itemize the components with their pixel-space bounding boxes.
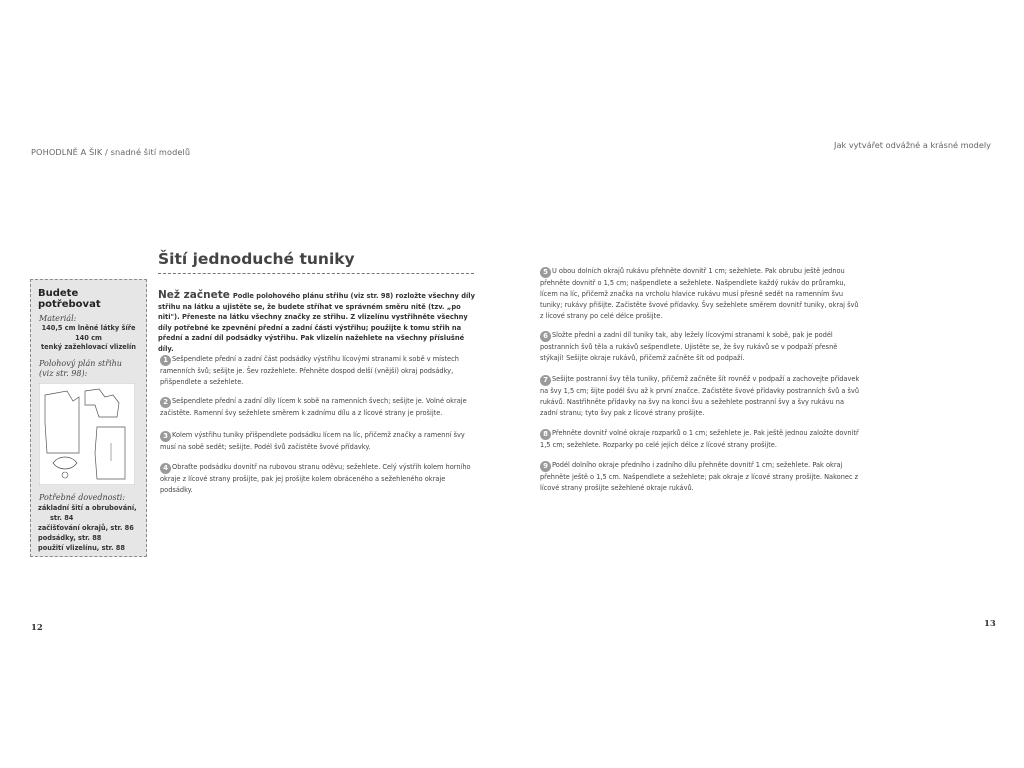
skill-line: základní šití a obrubování, [38, 503, 137, 512]
title-divider [158, 273, 474, 274]
step-text: Kolem výstřihu tuniky přišpendlete podsádku lícem na líc, přičemž značky a ramenní švy musí na sobě sedět; sešijte. Podél švů začistěte švové přídavky. [160, 431, 465, 451]
step-7 [540, 374, 862, 419]
skill-line: použití vlizelínu, str. 88 [38, 543, 125, 552]
page-number-left: 12 [31, 623, 43, 633]
material-line: tenký zažehlovací vlizelín [41, 343, 136, 351]
materials-box [30, 279, 147, 557]
pattern-plan-label: Polohový plán střihu [39, 358, 122, 368]
page-number-right: 13 [984, 619, 996, 629]
skill-line: podsádky, str. 88 [38, 533, 102, 542]
materials-box-title: Budete potřebovat [38, 288, 101, 310]
step-number: 3 [160, 431, 171, 442]
materials-label: Materiál: [39, 314, 77, 323]
step-number: 9 [540, 461, 551, 472]
step-number: 5 [540, 267, 551, 278]
step-number: 1 [160, 355, 171, 366]
step-6 [540, 330, 862, 364]
pattern-layout-diagram [39, 383, 135, 485]
step-8 [540, 428, 862, 451]
skills-label: Potřebné dovednosti: [39, 492, 126, 502]
step-number: 2 [160, 397, 171, 408]
step-9 [540, 460, 862, 494]
step-text: Sešpendlete přední a zadní část podsádky výstřihu lícovými stranami k sobě v místech ramenních švů; sešijte je. Šev rozžehlete. Přehněte dospod delší (vnější) okraj podsádky, přišpendlete a sežehlete. [160, 355, 459, 386]
step-text: Podél dolního okraje předního i zadního dílu přehněte dovnitř 1 cm; sežehlete. Pak okraj přehněte ještě o 1,5 cm. Našpendlete a sežehlete; pak okraje z lícové strany prošijte. Nakonec z lícové strany prošijte sežehlené okraje rukávů. [540, 461, 859, 492]
step-number: 8 [540, 429, 551, 440]
step-text: U obou dolních okrajů rukávu přehněte dovnitř 1 cm; sežehlete. Pak obrubu ještě jednou přehněte dovnitř o 1,5 cm; našpendlete a sežehlete. Našpendlete každý rukáv do průramku, lícem na líc, přičemž značka na vrcholu hlavice rukávu musí přesně sedět na ramenním švu tuniky; rukávy přišijte. Začistěte švové přídavky. Švy sežehlete směrem dovnitř tuniky, okraj švů z lícové strany po celé délce prošijte. [540, 267, 859, 320]
intro-lead: Než začnete [158, 289, 230, 301]
intro-text: Podle polohového plánu střihu (viz str. 98) rozložte všechny díly střihu na látku a ujistěte se, že budete stříhat ve správném směru nitě (tzv. „po niti"). Přeneste na látku všechny značky ze střihu. Z vlizelínu vystřihněte všechny díly potřebné ke zpevnění přední a zadní části výstřihu; použijte k tomu střih na přední a zadní díl podsádky výstřihu. Pak vlizelín nažehlete na všechny příslušné díly. [158, 292, 475, 353]
step-text: Sešpendlete přední a zadní díly lícem k sobě na ramenních švech; sešijte je. Volné okraje začistěte. Ramenní švy sežehlete směrem k zadnímu dílu a z lícové strany je prošijte. [160, 397, 467, 417]
material-line: 140 cm [75, 333, 102, 342]
step-number: 6 [540, 331, 551, 342]
step-number: 7 [540, 375, 551, 386]
skill-line: začišťování okrajů, str. 86 [38, 523, 134, 532]
step-text: Sešijte postranní švy těla tuniky, přičemž začněte šít rovněž v podpaží a zachovejte přídavek na švy 1,5 cm; šijte podél švu až k první značce. Začistěte švové přídavky postranních švů a švů rukávů. Nastřihněte přídavky na švy na konci švu a sežehlete postranní švy a švy rukávu na zadní stranu; tyto švy pak z lícové strany prošijte. [540, 375, 860, 417]
material-line: 140,5 cm lněné látky šíře [41, 324, 136, 332]
step-5 [540, 266, 862, 322]
step-text: Obraťte podsádku dovnitř na rubovou stranu oděvu; sežehlete. Celý výstřih kolem horního okraje z lícové strany prošijte, pak jej prošijte kolem obráceného a sežehleného okraje podsádky. [160, 463, 471, 494]
running-header-left: POHODLNĚ A ŠIK / snadné šití modelů [31, 147, 191, 157]
step-number: 4 [160, 463, 171, 474]
step-3 [160, 430, 478, 453]
pattern-plan-ref: (viz str. 98): [39, 368, 88, 378]
step-text: Složte přední a zadní díl tuniky tak, aby ležely lícovými stranami k sobě, pak je podél postranních švů těla a rukávů sešpendlete. Ujistěte se, že švy rukávů se v podpaží přesně stýkají! Sešijte okraje rukávů, přičemž začněte šít od podpaží. [540, 331, 838, 362]
intro-paragraph [158, 290, 480, 355]
skill-line: str. 84 [50, 513, 74, 522]
step-text: Přehněte dovnitř volné okraje rozparků o 1 cm; sežehlete je. Pak ještě jednou založte dovnitř 1,5 cm; sežehlete. Rozparky po celé jejich délce z lícové strany prošijte. [540, 429, 859, 449]
page-title: Šití jednoduché tuniky [158, 250, 355, 268]
step-2 [160, 396, 478, 419]
running-header-right: Jak vytvářet odvážné a krásné modely [834, 140, 991, 150]
step-4 [160, 462, 478, 496]
step-1 [160, 354, 478, 388]
